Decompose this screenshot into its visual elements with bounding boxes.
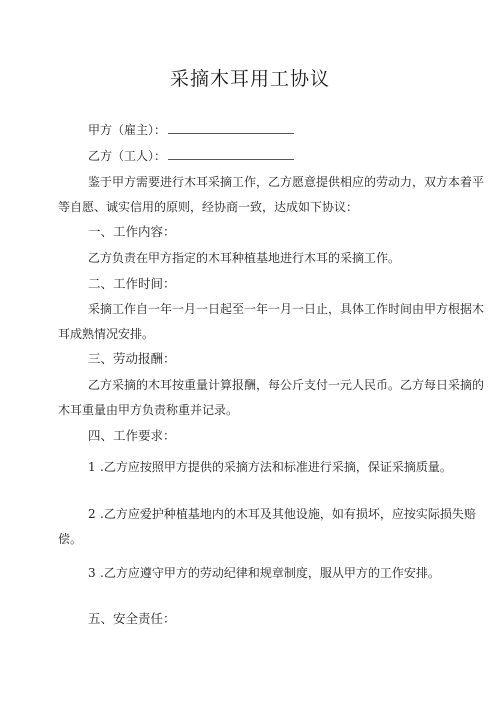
section-heading-work-time: 二、工作时间： <box>88 276 176 291</box>
section-text-work-time-2: 耳成熟情况安排。 <box>58 327 155 341</box>
section-text-work-content: 乙方负责在甲方指定的木耳种植基地进行木耳的采摘工作。 <box>88 251 401 265</box>
party-b-line <box>88 148 294 164</box>
requirement-number: 2 <box>88 507 96 521</box>
party-a-signature-line <box>168 122 294 134</box>
section-heading-safety: 五、安全责任： <box>88 611 176 626</box>
party-b-signature-line <box>168 148 294 160</box>
requirement-item-2-cont: 偿。 <box>58 532 83 546</box>
party-a-line <box>88 122 294 138</box>
party-a-label: 甲方（雇主）： <box>88 123 167 137</box>
section-text-pay-2: 木耳重量由甲方负责称重并记录。 <box>58 403 239 417</box>
intro-text-line-2: 等自愿、诚实信用的原则，经协商一致，达成如下协议： <box>58 200 359 214</box>
requirement-text: .乙方应爱护种植基地内的木耳及其他设施，如有损坏，应按实际损失赔 <box>100 507 476 521</box>
requirement-text: .乙方应遵守甲方的劳动纪律和规章制度，服从甲方的工作安排。 <box>100 566 440 580</box>
section-text-pay-1: 乙方采摘的木耳按重量计算报酬，每公斤支付一元人民币。乙方每日采摘的 <box>88 378 485 392</box>
section-heading-requirements: 四、工作要求： <box>88 428 176 443</box>
requirement-text: .乙方应按照甲方提供的采摘方法和标准进行采摘，保证采摘质量。 <box>100 460 452 474</box>
requirement-item-2 <box>88 506 476 522</box>
requirement-item-1 <box>88 459 452 475</box>
section-heading-pay: 三、劳动报酬： <box>88 351 176 366</box>
section-text-work-time-1: 采摘工作自一年一月一日起至一年一月一日止，具体工作时间由甲方根据木 <box>88 302 485 316</box>
requirement-item-3 <box>88 565 440 581</box>
requirement-number: 3 <box>88 566 96 580</box>
requirement-number: 1 <box>88 460 96 474</box>
intro-text-line-1: 鉴于甲方需要进行木耳采摘工作，乙方愿意提供相应的劳动力，双方本着平 <box>88 175 485 189</box>
section-heading-work-content: 一、工作内容： <box>88 224 176 239</box>
party-b-label: 乙方（工人）： <box>88 149 167 163</box>
document-title: 采摘木耳用工协议 <box>169 68 330 90</box>
